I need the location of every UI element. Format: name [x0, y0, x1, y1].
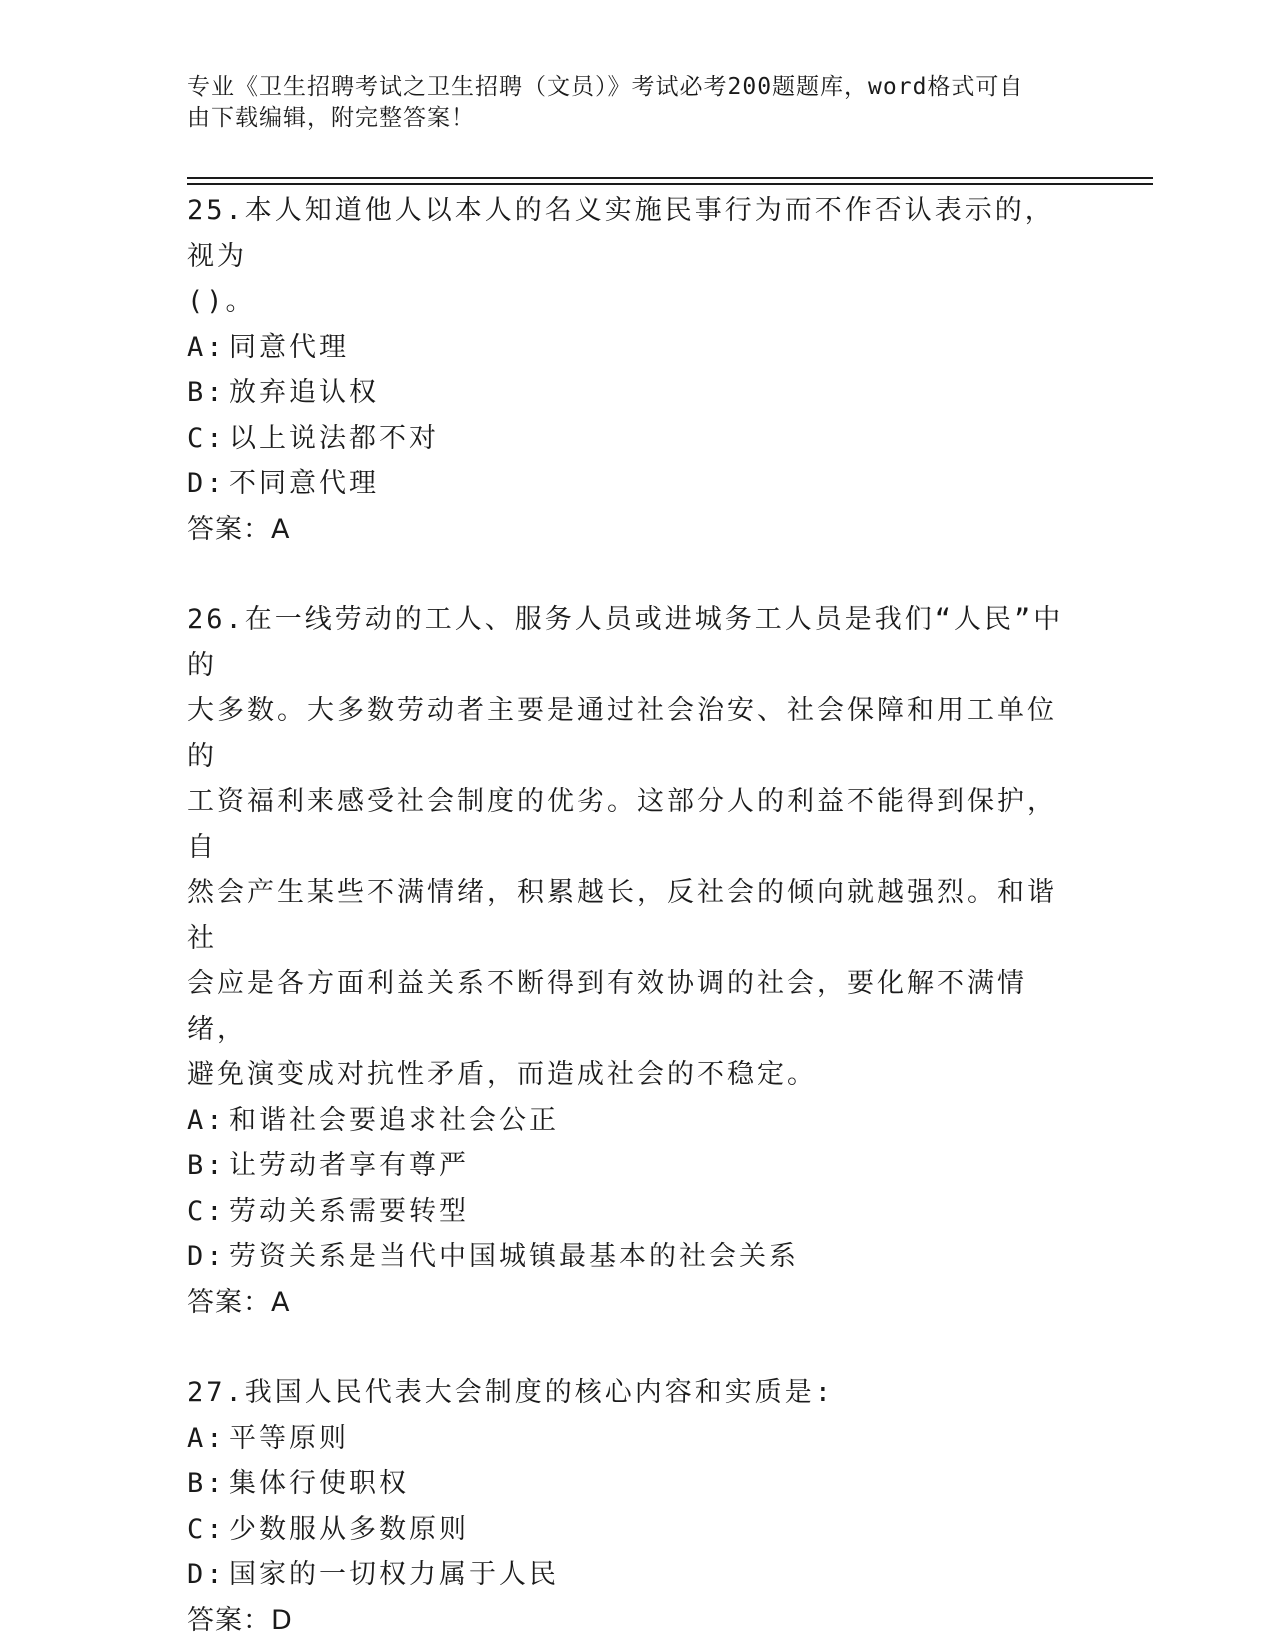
option-text: 平等原则: [229, 1422, 349, 1454]
option-key: B:: [187, 1150, 226, 1181]
option-d: [187, 1234, 1077, 1280]
answer-line: 答案：A: [187, 1286, 291, 1318]
question-25: [187, 188, 1077, 552]
option-text: 放弃追认权: [229, 377, 379, 408]
option-key: D:: [187, 1559, 226, 1590]
option-text: 国家的一切权力属于人民: [229, 1559, 559, 1590]
option-b: [187, 1461, 1077, 1507]
option-a: [187, 1098, 1077, 1144]
option-text: 劳动关系需要转型: [229, 1195, 469, 1227]
document-header: [187, 72, 1067, 134]
option-key: A:: [187, 331, 226, 363]
option-key: D:: [187, 1241, 226, 1272]
question-stem-line: 避免演变成对抗性矛盾，而造成社会的不稳定。: [187, 1059, 817, 1090]
option-c: [187, 1189, 1077, 1235]
option-text: 少数服从多数原则: [229, 1513, 469, 1545]
option-text: 不同意代理: [229, 468, 379, 499]
option-text: 同意代理: [229, 331, 349, 363]
option-d: [187, 461, 1077, 507]
question-stem-line: 会应是各方面利益关系不断得到有效协调的社会，要化解不满情绪，: [187, 968, 1027, 1045]
option-text: 以上说法都不对: [229, 422, 439, 454]
option-b: [187, 1143, 1077, 1189]
question-list: [187, 188, 1077, 1643]
option-key: D:: [187, 468, 226, 499]
question-stem-line: ()。: [187, 286, 256, 317]
question-stem-line: 大多数。大多数劳动者主要是通过社会治安、社会保障和用工单位的: [187, 695, 1057, 772]
option-key: C:: [187, 1195, 226, 1227]
option-key: A:: [187, 1104, 226, 1136]
option-key: B:: [187, 1468, 226, 1499]
question-stem-line: 26.在一线劳动的工人、服务人员或进城务工人员是我们“人民”中的: [187, 604, 1064, 681]
option-text: 让劳动者享有尊严: [229, 1150, 469, 1181]
option-d: [187, 1552, 1077, 1598]
option-b: [187, 370, 1077, 416]
option-c: [187, 416, 1077, 462]
option-a: [187, 1416, 1077, 1462]
question-27: [187, 1370, 1077, 1643]
question-stem-line: 工资福利来感受社会制度的优劣。这部分人的利益不能得到保护，自: [187, 786, 1057, 863]
header-divider-bottom: [187, 183, 1153, 185]
question-stem-line: 27.我国人民代表大会制度的核心内容和实质是:: [187, 1377, 835, 1408]
option-key: A:: [187, 1422, 226, 1454]
option-text: 和谐社会要追求社会公正: [229, 1104, 559, 1136]
option-text: 劳资关系是当代中国城镇最基本的社会关系: [229, 1241, 799, 1272]
question-stem-line: 25.本人知道他人以本人的名义实施民事行为而不作否认表示的，视为: [187, 195, 1055, 272]
header-line-1: 专业《卫生招聘考试之卫生招聘（文员）》考试必考200题题库，word格式可自: [187, 74, 1024, 100]
option-key: B:: [187, 377, 226, 408]
option-c: [187, 1507, 1077, 1553]
option-key: C:: [187, 422, 226, 454]
option-text: 集体行使职权: [229, 1468, 409, 1499]
answer-line: 答案：A: [187, 513, 291, 545]
answer-line: 答案：D: [187, 1604, 293, 1636]
question-26: [187, 597, 1077, 1325]
question-stem-line: 然会产生某些不满情绪，积累越长，反社会的倾向就越强烈。和谐社: [187, 877, 1057, 954]
option-a: [187, 325, 1077, 371]
option-key: C:: [187, 1513, 226, 1545]
header-line-2: 由下载编辑，附完整答案！: [187, 105, 475, 131]
header-divider-top: [187, 177, 1153, 179]
